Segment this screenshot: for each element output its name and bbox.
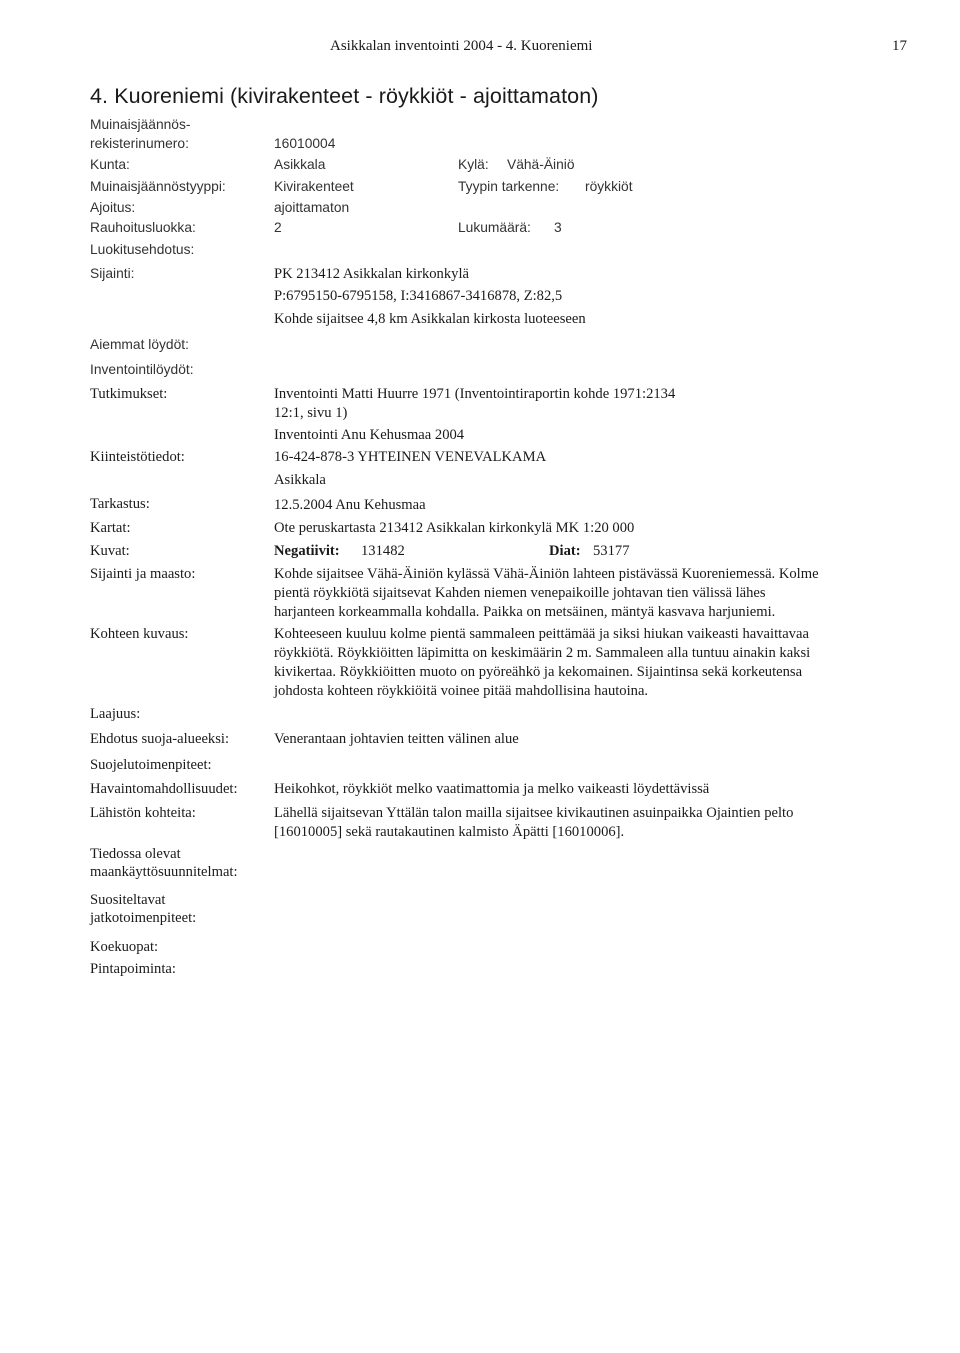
tyyppi-value: Kivirakenteet <box>274 179 354 194</box>
tarkenne-value: röykkiöt <box>585 179 633 194</box>
kuvaus-line-4: johdosta kohteen röykkiöitä voinee pitää mahdollisina hautoina. <box>274 683 649 699</box>
kunta-value: Asikkala <box>274 157 326 172</box>
tarkastus-label: Tarkastus: <box>90 496 150 512</box>
laajuus-label: Laajuus: <box>90 706 141 722</box>
negatiivit-label: Negatiivit: <box>274 543 340 559</box>
tyyppi-label: Muinaisjäännöstyyppi: <box>90 179 226 194</box>
lukumaara-label: Lukumäärä: <box>458 220 531 235</box>
sijainti-line-3: Kohde sijaitsee 4,8 km Asikkalan kirkosta luoteeseen <box>274 311 586 327</box>
sijainti-maasto-label: Sijainti ja maasto: <box>90 566 196 582</box>
kartat-value: Ote peruskartasta 213412 Asikkalan kirkonkylä MK 1:20 000 <box>274 520 635 536</box>
tiedossa-label-2: maankäyttösuunnitelmat: <box>90 864 238 880</box>
rauhoitus-label: Rauhoitusluokka: <box>90 220 196 235</box>
lahisto-line-1: Lähellä sijaitsevan Yttälän talon mailla sijaitsee kivikautinen asuinpaikka Ojaintien pelto <box>274 805 794 821</box>
kuvaus-line-1: Kohteeseen kuuluu kolme pientä sammaleen peittämää ja siksi hiukan vaikeasti havaittavaa <box>274 626 809 642</box>
kuvaus-line-3: kivikertaa. Röykkiöitten muoto on pyöreähkö ja kekomainen. Sijaintinsa sekä korkeutensa <box>274 664 803 680</box>
sijainti-maasto-line-3: harjanteen korkeammalla kohdalla. Paikka on metsäinen, mäntyä kasvava harjuniemi. <box>274 604 776 620</box>
tutkimukset-line-2: 12:1, sivu 1) <box>274 405 348 421</box>
diat-label: Diat: <box>549 543 581 559</box>
tarkastus-value: 12.5.2004 Anu Kehusmaa <box>274 497 426 513</box>
sijainti-maasto-line-1: Kohde sijaitsee Vähä-Äiniön kylässä Vähä-Äiniön lahteen pistävässä Kuoreniemessä. Kolme <box>274 566 819 582</box>
running-title: Asikkalan inventointi 2004 - 4. Kuoreniemi <box>330 38 593 54</box>
koekuopat-label: Koekuopat: <box>90 939 159 955</box>
tutkimukset-line-3: Inventointi Anu Kehusmaa 2004 <box>274 427 465 443</box>
suojelu-label: Suojelutoimenpiteet: <box>90 757 212 773</box>
ajoitus-label: Ajoitus: <box>90 200 136 215</box>
sijainti-line-2: P:6795150-6795158, I:3416867-3416878, Z:82,5 <box>274 288 563 304</box>
sijainti-line-1: PK 213412 Asikkalan kirkonkylä <box>274 266 469 282</box>
tutkimukset-line-1: Inventointi Matti Huurre 1971 (Inventointiraportin kohde 1971:2134 <box>274 386 676 402</box>
kartat-label: Kartat: <box>90 520 131 536</box>
kuvaus-line-2: röykkiötä. Röykkiöitten läpimitta on keskimäärin 2 m. Sammaleen alla tuntuu ainakin kaksi <box>274 645 811 661</box>
page-title: 4. Kuoreniemi (kivirakenteet - röykkiöt - ajoittamaton) <box>90 84 599 108</box>
rauhoitus-value: 2 <box>274 220 282 235</box>
lahisto-line-2: [16010005] sekä rautakautinen kalmisto Äpätti [16010006]. <box>274 824 625 840</box>
ajoitus-value: ajoittamaton <box>274 200 350 215</box>
rekisteri-label-2: rekisterinumero: <box>90 136 189 151</box>
havainto-value: Heikohkot, röykkiöt melko vaatimattomia ja melko vaikeasti löydettävissä <box>274 781 710 797</box>
kiinteisto-line-1: 16-424-878-3 YHTEINEN VENEVALKAMA <box>274 449 547 465</box>
kuvaus-label: Kohteen kuvaus: <box>90 626 189 642</box>
kyla-value: Vähä-Äiniö <box>507 157 575 172</box>
tutkimukset-label: Tutkimukset: <box>90 386 168 402</box>
pintapoiminta-label: Pintapoiminta: <box>90 961 176 977</box>
havainto-label: Havaintomahdollisuudet: <box>90 781 238 797</box>
luokitus-label: Luokitusehdotus: <box>90 242 195 257</box>
tiedossa-label-1: Tiedossa olevat <box>90 846 181 862</box>
diat-value: 53177 <box>593 543 630 559</box>
aiemmat-label: Aiemmat löydöt: <box>90 337 189 352</box>
ehdotus-value: Venerantaan johtavien teitten välinen alue <box>274 731 519 747</box>
inventointi-label: Inventointilöydöt: <box>90 362 194 377</box>
kunta-label: Kunta: <box>90 157 130 172</box>
ehdotus-label: Ehdotus suoja-alueeksi: <box>90 731 230 747</box>
lukumaara-value: 3 <box>554 220 562 235</box>
kyla-label: Kylä: <box>458 157 489 172</box>
kiinteisto-line-2: Asikkala <box>274 472 326 488</box>
negatiivit-value: 131482 <box>361 543 405 559</box>
rekisteri-value: 16010004 <box>274 136 336 151</box>
rekisteri-label-1: Muinaisjäännös- <box>90 117 191 132</box>
kuvat-label: Kuvat: <box>90 543 130 559</box>
tarkenne-label: Tyypin tarkenne: <box>458 179 560 194</box>
suositeltavat-label-1: Suositeltavat <box>90 892 166 908</box>
page-number: 17 <box>892 38 907 54</box>
lahisto-label: Lähistön kohteita: <box>90 805 196 821</box>
kiinteisto-label: Kiinteistötiedot: <box>90 449 185 465</box>
suositeltavat-label-2: jatkotoimenpiteet: <box>90 910 197 926</box>
sijainti-label: Sijainti: <box>90 266 135 281</box>
sijainti-maasto-line-2: pientä röykkiötä sijaitsevat Kahden niemen venepaikoille johtavan tien välissä lähes <box>274 585 766 601</box>
